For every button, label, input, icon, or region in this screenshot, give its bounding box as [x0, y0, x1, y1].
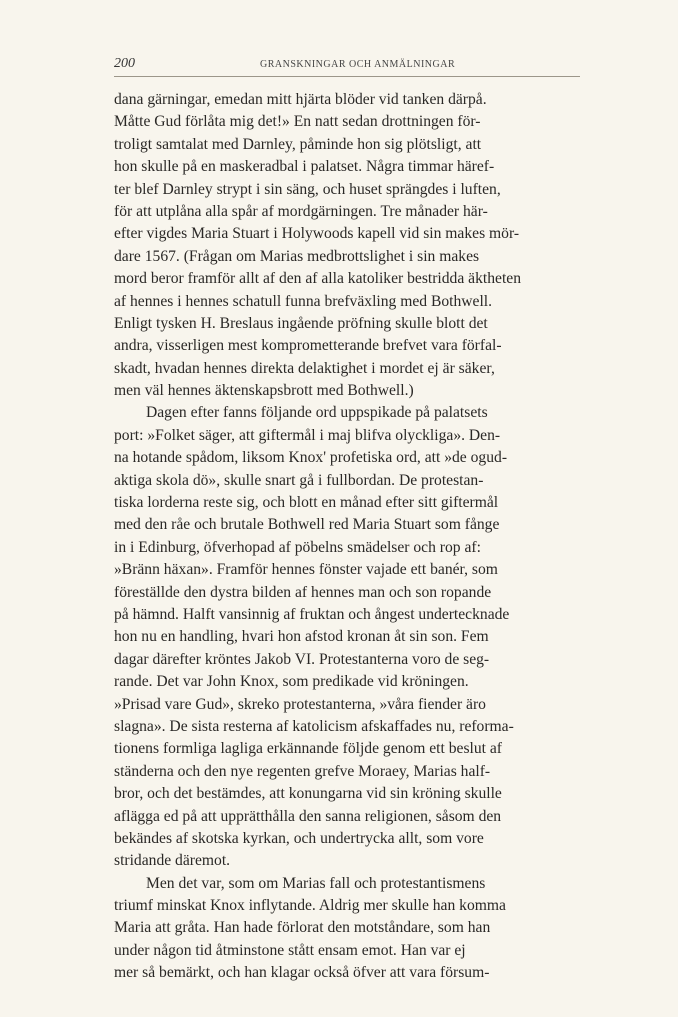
text-line: dare 1567. (Frågan om Marias medbrottslighet i sin makes — [114, 247, 480, 265]
text-line: rande. Det var John Knox, som predikade vid kröningen. — [114, 673, 469, 691]
text-line: bror, och det bestämdes, att konungarna vid sin kröning skulle — [114, 785, 502, 803]
text-line: tiska lorderna reste sig, och blott en månad efter sitt giftermål — [114, 494, 499, 512]
text-line: triumf minskat Knox inflytande. Aldrig mer skulle han komma — [114, 897, 506, 915]
text-line: »Prisad vare Gud», skreko protestanterna, »våra fiender äro — [114, 695, 486, 713]
text-line: ter blef Darnley strypt i sin säng, och huset sprängdes i luften, — [114, 180, 501, 198]
text-line: port: »Folket säger, att giftermål i maj blifva olyckliga». Den- — [114, 426, 501, 444]
text-line: andra, visserligen mest komprometterande brefvet vara förfal- — [114, 337, 502, 355]
text-line: men väl hennes äktenskapsbrott med Bothwell.) — [114, 382, 414, 400]
text-line: för att utplåna alla spår af mordgärningen. Tre månader här- — [114, 202, 488, 220]
text-line: hon nu en handling, hvari hon afstod kronan åt sin son. Fem — [114, 628, 489, 646]
text-line: efter vigdes Maria Stuart i Holywoods kapell vid sin makes mör- — [114, 225, 520, 243]
text-line: stridande däremot. — [114, 852, 231, 870]
text-line: Enligt tysken H. Breslaus ingående pröfning skulle blott det — [114, 314, 488, 332]
page-header — [114, 56, 580, 80]
text-line: tionens formliga lagliga erkännande följde genom ett beslut af — [114, 740, 502, 758]
text-line: Men det var, som om Marias fall och protestantismens — [146, 874, 486, 892]
text-line: in i Edinburg, öfverhopad af pöbelns smädelser och rop af: — [114, 538, 481, 556]
text-line: Måtte Gud förlåta mig det!» En natt sedan drottningen för- — [114, 113, 481, 131]
text-line: Maria att gråta. Han hade förlorat den motståndare, som han — [114, 919, 491, 937]
page-number: 200 — [114, 56, 135, 71]
text-line: aflägga ed på att upprätthålla den sanna religionen, såsom den — [114, 807, 502, 825]
text-line: bekändes af skotska kyrkan, och undertrycka allt, som vore — [114, 829, 484, 847]
text-line: troligt samtalat med Darnley, påminde hon sig plötsligt, att — [114, 135, 482, 153]
text-line: aktiga skola dö», skulle snart gå i fullbordan. De protestan- — [114, 471, 484, 489]
text-line: skadt, hvadan hennes direkta delaktighet i mordet ej är säker, — [114, 359, 495, 377]
text-line: under någon tid åtminstone stått ensam emot. Han var ej — [114, 941, 466, 959]
text-line: mord beror framför allt af den af alla katoliker bestridda äktheten — [114, 270, 521, 288]
text-line: dagar därefter kröntes Jakob VI. Protestanterna voro de seg- — [114, 650, 490, 668]
text-line: na hotande spådom, liksom Knox' profetiska ord, att »de ogud- — [114, 449, 508, 467]
body-text — [114, 89, 600, 985]
running-head: GRANSKNINGAR OCH ANMÄLNINGAR — [260, 59, 456, 70]
text-line: ständerna och den nye regenten grefve Moraey, Marias half- — [114, 762, 491, 780]
text-line: mer så bemärkt, och han klagar också öfver att vara försum- — [114, 964, 490, 982]
text-line: föreställde den dystra bilden af hennes man och son ropande — [114, 583, 492, 601]
text-line: med den råe och brutale Bothwell red Maria Stuart som fånge — [114, 516, 500, 534]
text-line: på hämnd. Halft vansinnig af fruktan och ångest undertecknade — [114, 605, 510, 623]
header-rule — [114, 76, 580, 77]
text-line: Dagen efter fanns följande ord uppspikade på palatsets — [146, 404, 488, 422]
text-line: slagna». De sista resterna af katolicism afskaffades nu, reforma- — [114, 717, 514, 735]
text-line: »Bränn häxan». Framför hennes fönster vajade ett banér, som — [114, 561, 498, 579]
text-line: af hennes i hennes schatull funna brefväxling med Bothwell. — [114, 292, 493, 310]
text-line: dana gärningar, emedan mitt hjärta blöder vid tanken därpå. — [114, 91, 487, 108]
text-line: hon skulle på en maskeradbal i palatset. Några timmar häref- — [114, 158, 495, 176]
